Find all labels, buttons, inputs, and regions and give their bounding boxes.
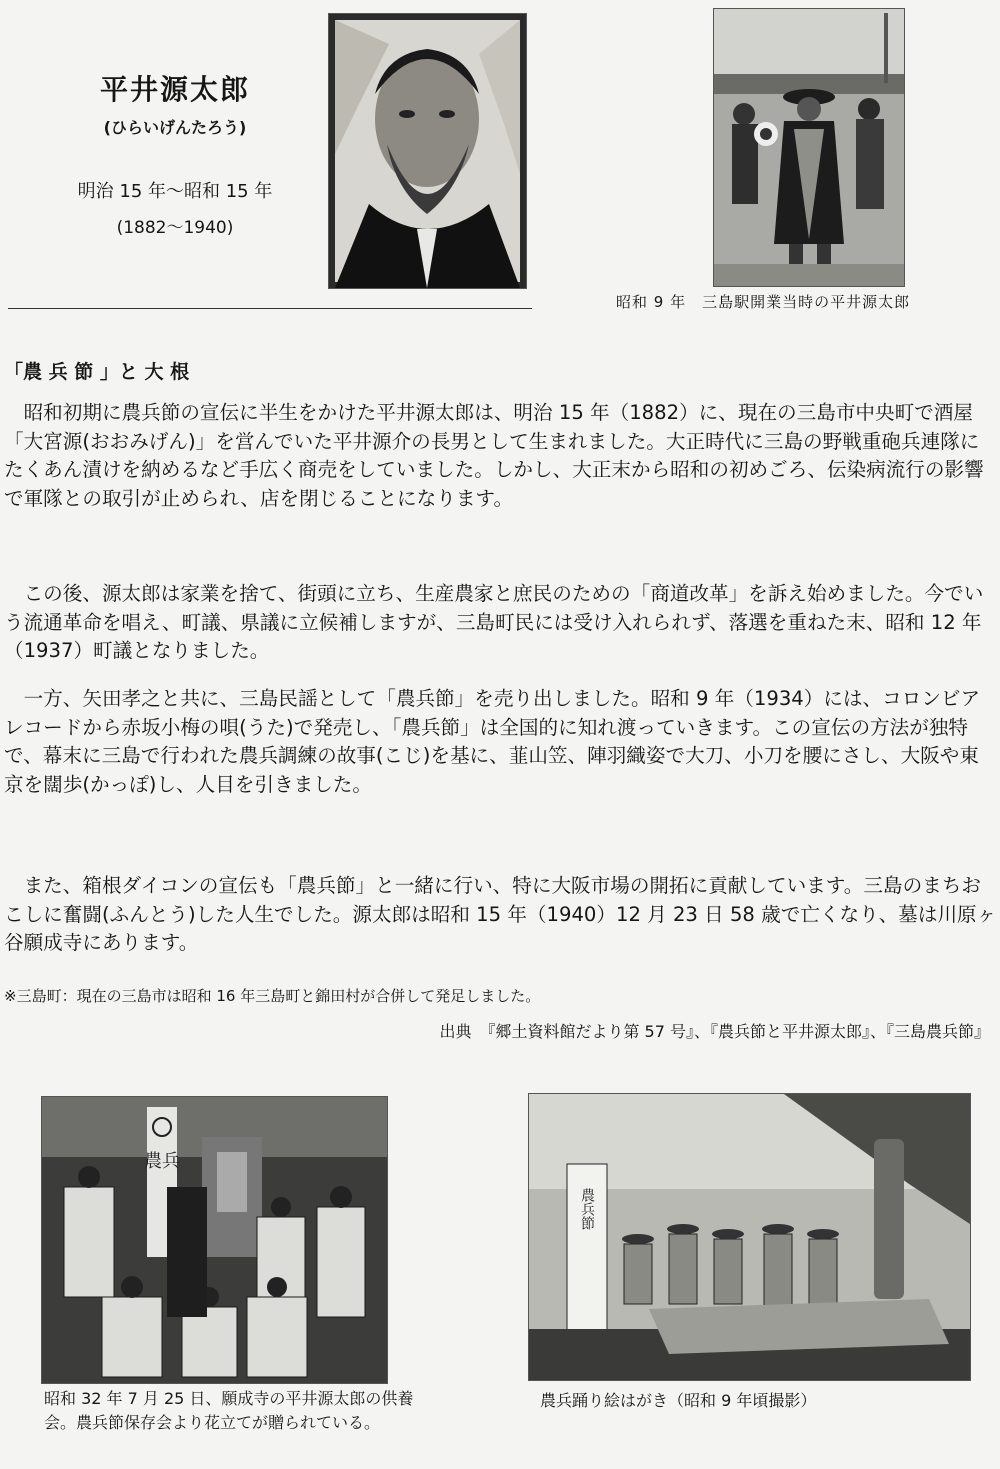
source-citation: 出典 『郷土資料館だより第 57 号』、『農兵節と平井源太郎』、『三島農兵節』 — [439, 1022, 990, 1041]
person-name-reading: (ひらいげんたろう) — [103, 118, 247, 137]
station-photo-caption: 昭和 9 年 三島駅開業当時の平井源太郎 — [616, 293, 911, 311]
article-paragraph: 昭和初期に農兵節の宣伝に半生をかけた平井源太郎は、明治 15 年（1882）に、現在の三島市中央町で酒屋「大宮源(おおみげん)」を営んでいた平井源介の長男として生まれました。大正時代に三島の野戦重砲兵連隊にたくあん漬けを納めるなど手広く商売をしていました。しかし、大正末から昭和の初めごろ、伝染病流行の影響で軍隊との取引が止められ、店を閉じることになります。 — [4, 401, 984, 510]
postcard-photo-caption: 農兵踊り絵はがき（昭和 9 年頃撮影） — [540, 1391, 817, 1410]
person-name: 平井源太郎 — [99, 73, 250, 106]
lifespan-years: (1882〜1940) — [116, 218, 234, 238]
article-paragraph: また、箱根ダイコンの宣伝も「農兵節」と一緒に行い、特に大阪市場の開拓に貢献しています。三島のまちおこしに奮闘(ふんとう)した人生でした。源太郎は昭和 15 年（1940）12 月 23 日 58 歳で亡くなり、墓は川原ヶ谷願成寺にあります。 — [4, 874, 997, 954]
memorial-banner-text: 農兵 — [144, 1151, 180, 1172]
station-opening-photo — [713, 8, 905, 287]
postcard-banner-text: 農兵節 — [579, 1188, 595, 1230]
article-paragraph: この後、源太郎は家業を捨て、街頭に立ち、生産農家と庶民のための「商道改革」を訴え始めました。今でいう流通革命を唱え、町議、県議に立候補しますが、三島町民には受け入れられず、落選を重ねた末、昭和 12 年（1937）町議となりました。 — [4, 582, 984, 662]
memorial-service-photo — [41, 1096, 388, 1384]
portrait-photo — [328, 13, 527, 289]
footnote: ※三島町：現在の三島市は昭和 16 年三島町と錦田村が合併して発足しました。 — [4, 987, 541, 1005]
lifespan-era: 明治 15 年〜昭和 15 年 — [77, 181, 273, 202]
header-divider — [8, 308, 532, 309]
postcard-photo — [528, 1093, 971, 1381]
article-paragraph: 一方、矢田孝之と共に、三島民謡として「農兵節」を売り出しました。昭和 9 年（1934）には、コロンビアレコードから赤坂小梅の唄(うた)で発売し、「農兵節」は全国的に知れ渡っていきます。この宣伝の方法が独特で、幕末に三島で行われた農兵調練の故事(こじ)を基に、韮山笠、陣羽織姿で大刀、小刀を腰にさし、大阪や東京を闊歩(かっぽ)し、人目を引きました。 — [4, 687, 981, 796]
article-heading: 「農 兵 節 」と 大 根 — [4, 361, 190, 383]
memorial-photo-caption: 昭和 32 年 7 月 25 日、願成寺の平井源太郎の供養会。農兵節保存会より花立てが贈られている。 — [44, 1389, 414, 1432]
